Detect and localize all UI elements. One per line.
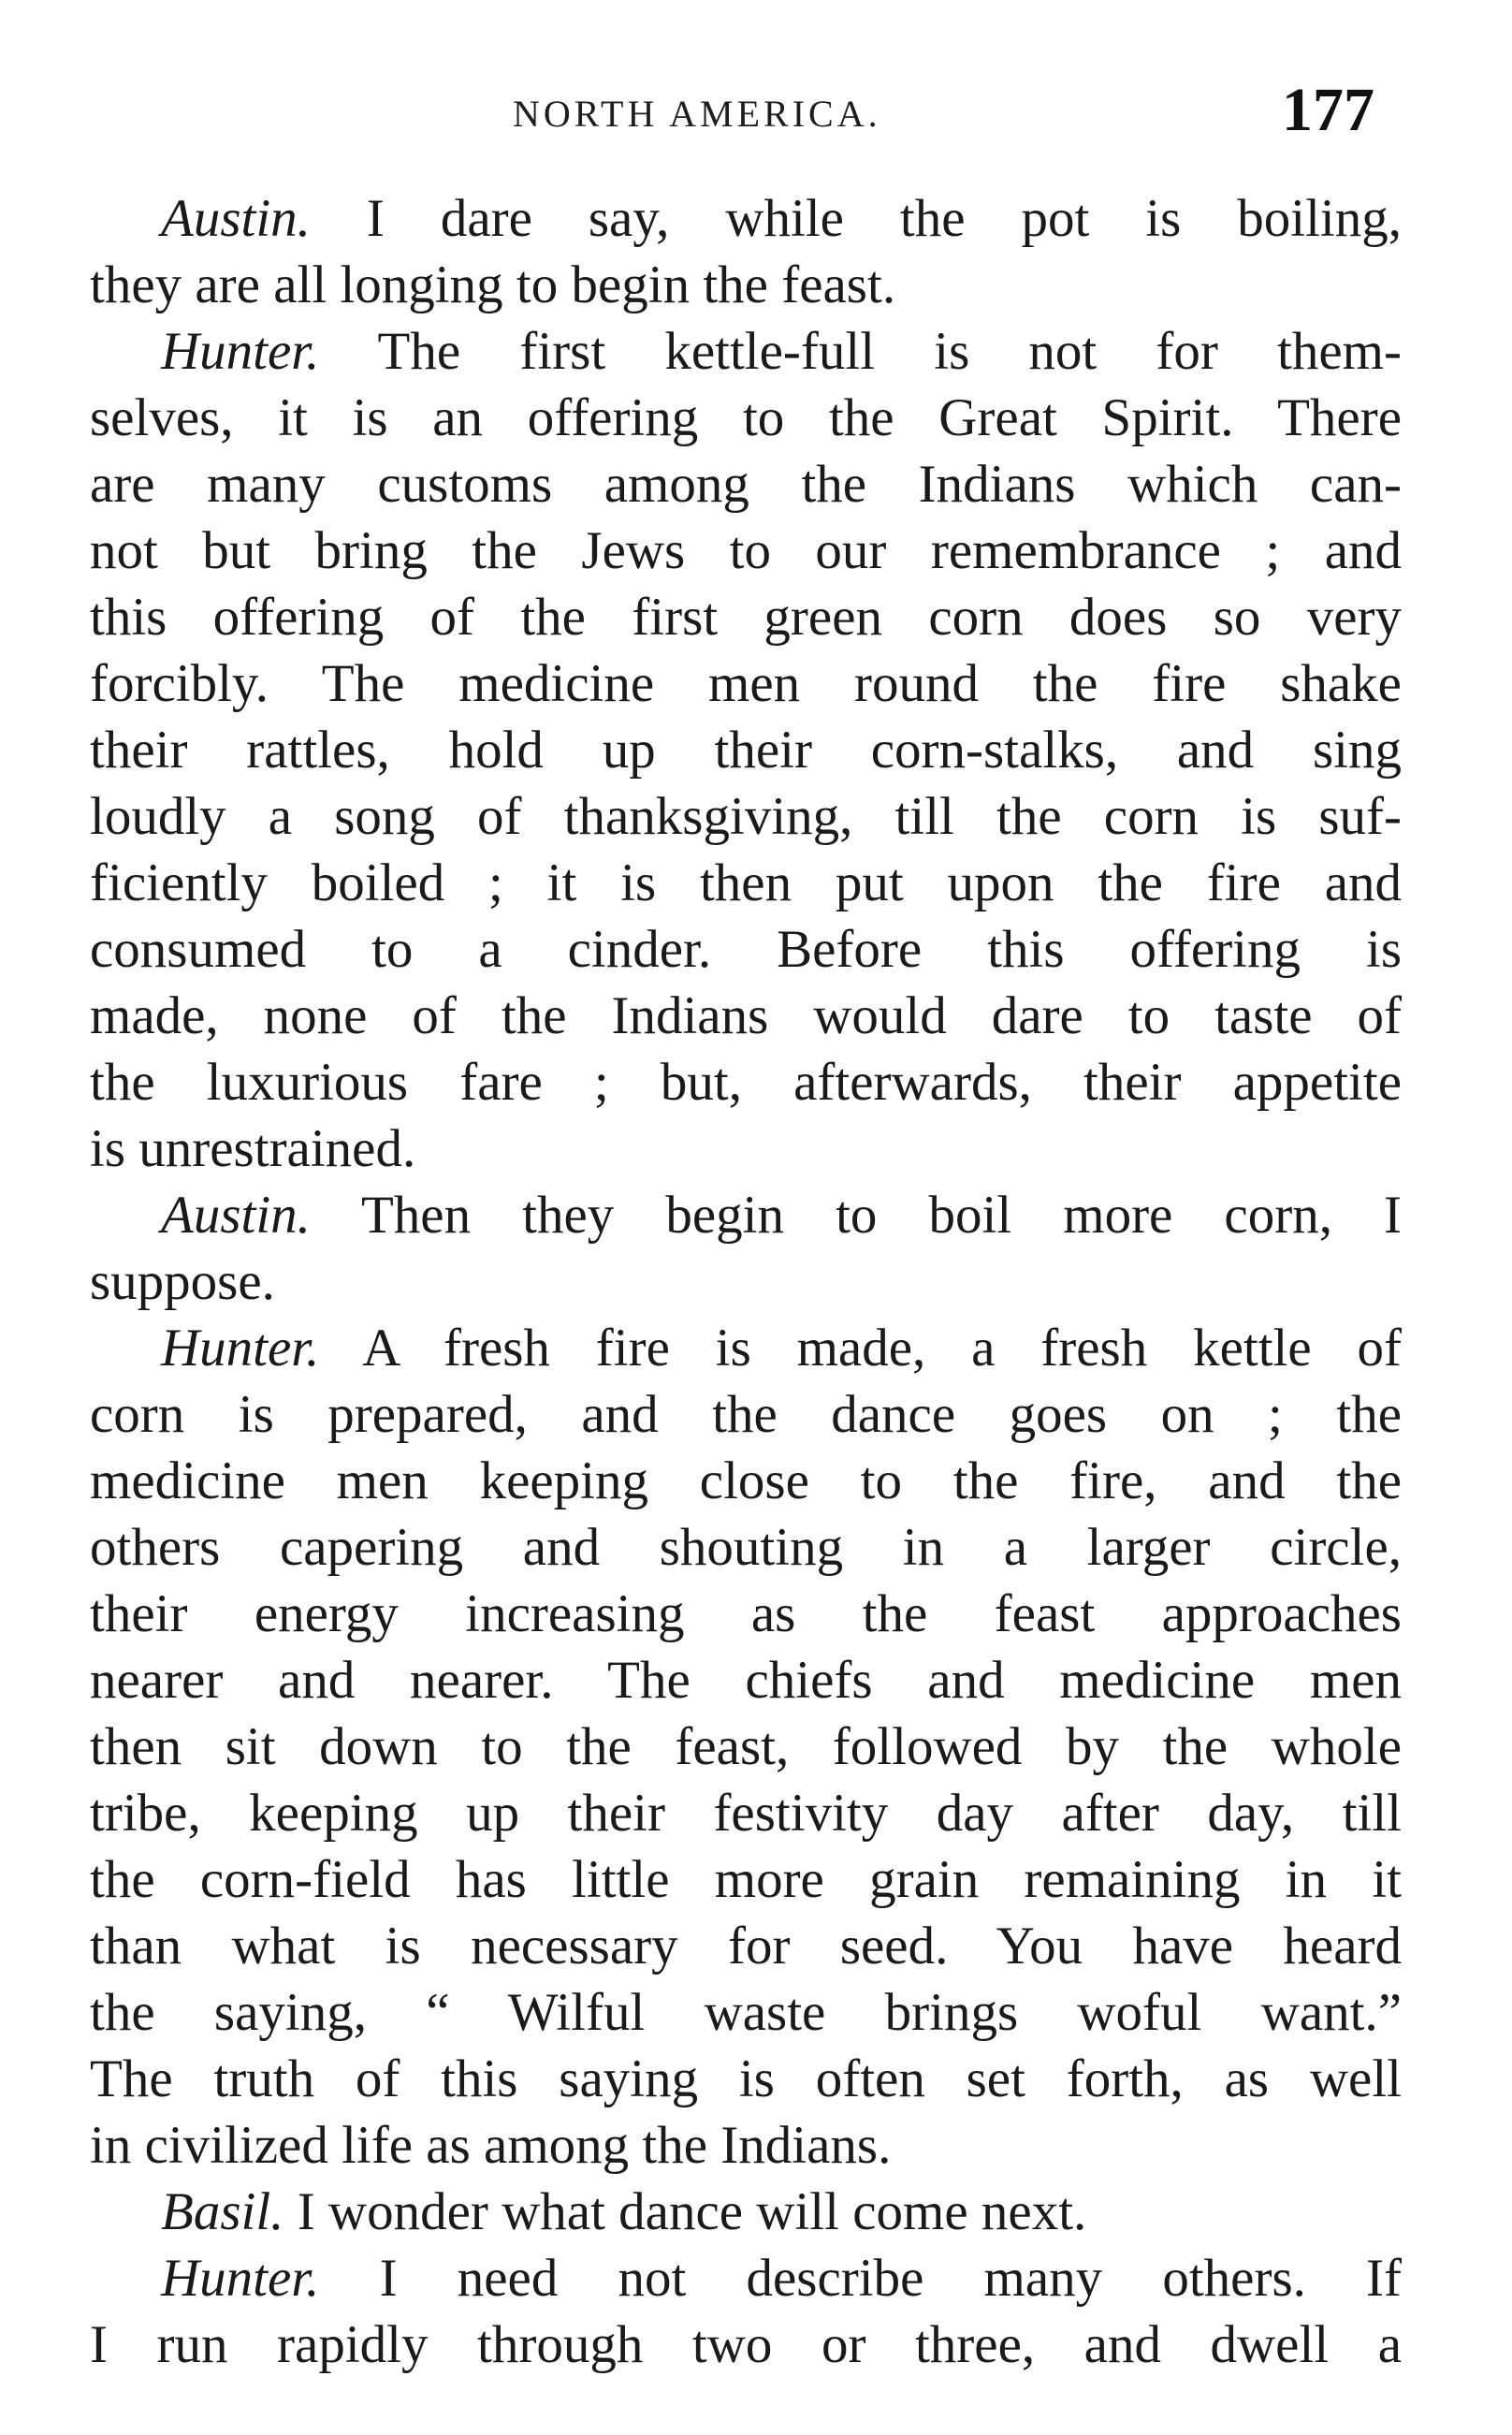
text-line (90, 318, 1402, 385)
text-line (90, 385, 1402, 451)
text-line (90, 1979, 1402, 2046)
line-text: their energy increasing as the feast approaches (90, 1584, 1402, 1643)
text-line (90, 1182, 1402, 1248)
line-text: this offering of the first green corn does so very (90, 588, 1402, 647)
running-title: NORTH AMERICA. (513, 93, 881, 135)
line-text: I wonder what dance will come next. (284, 2182, 1087, 2241)
text-line (90, 518, 1402, 584)
line-text: forcibly. The medicine men round the fire shake (90, 654, 1402, 713)
text-line (90, 650, 1402, 717)
text-line (90, 1315, 1402, 1381)
line-text: The truth of this saying is often set forth, as well (90, 2049, 1402, 2108)
line-text: others capering and shouting in a larger circle, (90, 1518, 1402, 1577)
text-line (90, 2046, 1402, 2112)
text-line (90, 1514, 1402, 1581)
line-text: I need not describe many others. If (319, 2249, 1402, 2308)
speaker-name: Hunter. (161, 2249, 320, 2308)
line-text: loudly a song of thanksgiving, till the corn is suf- (90, 787, 1402, 846)
line-text: tribe, keeping up their festivity day after day, till (90, 1784, 1402, 1843)
line-text: I run rapidly through two or three, and dwell a (90, 2315, 1402, 2374)
line-text: corn is prepared, and the dance goes on ; the (90, 1385, 1402, 1444)
text-line (90, 1913, 1402, 1979)
line-text: in civilized life as among the Indians. (90, 2116, 892, 2175)
line-text: A fresh fire is made, a fresh kettle of (319, 1319, 1402, 1378)
line-text: ficiently boiled ; it is then put upon the fire and (90, 853, 1402, 912)
line-text: medicine men keeping close to the fire, and the (90, 1451, 1402, 1510)
line-text: than what is necessary for seed. You have heard (90, 1917, 1402, 1976)
text-line (90, 1049, 1402, 1115)
line-text: nearer and nearer. The chiefs and medicine men (90, 1651, 1402, 1710)
line-text: not but bring the Jews to our remembrance ; and (90, 521, 1402, 580)
line-text: the luxurious fare ; but, afterwards, their appetite (90, 1053, 1402, 1112)
line-text: the saying, “ Wilful waste brings woful want.” (90, 1983, 1402, 2042)
speaker-name: Hunter. (161, 1319, 320, 1378)
page-number: 177 (1282, 76, 1374, 144)
line-text: Then they begin to boil more corn, I (310, 1186, 1402, 1245)
text-line (90, 2179, 1402, 2245)
speaker-name: Basil. (161, 2182, 284, 2241)
line-text: the corn-field has little more grain remaining in it (90, 1850, 1402, 1909)
text-line (90, 1115, 1402, 1182)
text-line (90, 451, 1402, 518)
text-line (90, 1647, 1402, 1713)
text-line (90, 1713, 1402, 1780)
text-line (90, 584, 1402, 650)
text-line (90, 916, 1402, 983)
body-text (90, 185, 1402, 2378)
line-text: is unrestrained. (90, 1119, 416, 1178)
line-text: their rattles, hold up their corn-stalks, and sing (90, 721, 1402, 780)
speaker-name: Austin. (161, 189, 311, 248)
text-line (90, 2311, 1402, 2378)
text-line (90, 983, 1402, 1049)
line-text: The first kettle-full is not for them- (319, 322, 1402, 381)
line-text: made, none of the Indians would dare to taste of (90, 986, 1402, 1045)
line-text: consumed to a cinder. Before this offering is (90, 920, 1402, 979)
text-line (90, 1248, 1402, 1315)
line-text: suppose. (90, 1252, 275, 1311)
line-text: they are all longing to begin the feast. (90, 255, 896, 314)
running-head (0, 76, 1512, 152)
text-line (90, 850, 1402, 916)
line-text: I dare say, while the pot is boiling, (310, 189, 1402, 248)
line-text: selves, it is an offering to the Great Spirit. There (90, 388, 1402, 447)
text-line (90, 1381, 1402, 1448)
text-line (90, 783, 1402, 850)
line-text: are many customs among the Indians which can- (90, 455, 1402, 514)
text-line (90, 252, 1402, 318)
speaker-name: Austin. (161, 1186, 311, 1245)
text-line (90, 717, 1402, 783)
text-line (90, 1581, 1402, 1647)
text-line (90, 2112, 1402, 2179)
text-line (90, 2245, 1402, 2311)
text-line (90, 185, 1402, 252)
text-line (90, 1448, 1402, 1514)
line-text: then sit down to the feast, followed by the whole (90, 1717, 1402, 1776)
speaker-name: Hunter. (161, 322, 320, 381)
text-line (90, 1846, 1402, 1913)
text-line (90, 1780, 1402, 1846)
